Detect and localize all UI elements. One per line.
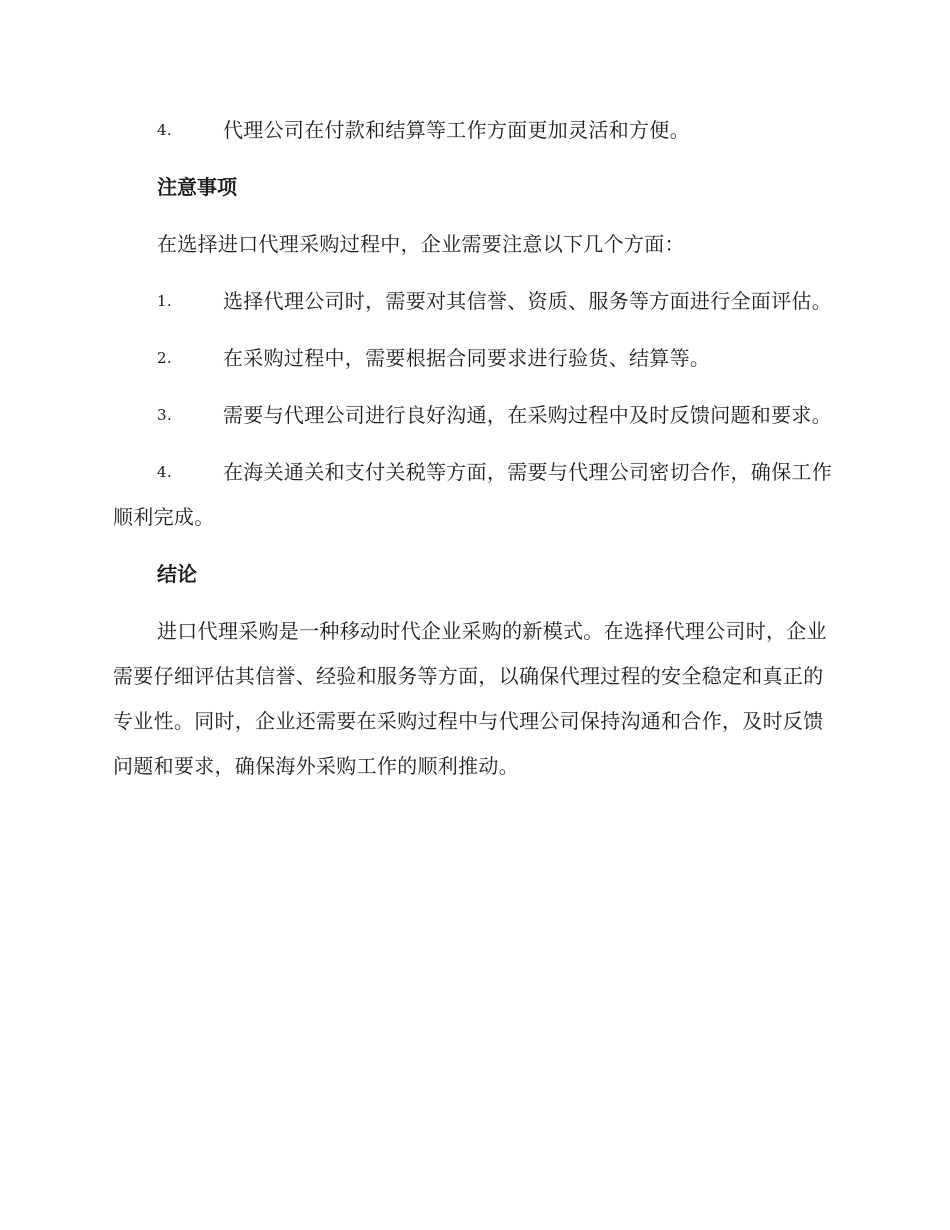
list-text: 需要与代理公司进行良好沟通，在采购过程中及时反馈问题和要求。 [223, 403, 832, 427]
conclusion-paragraph: 进口代理采购是一种移动时代企业采购的新模式。在选择代理公司时，企业需要仔细评估其信誉、经验和服务等方面，以确保代理过程的安全稳定和真正的专业性。同时，企业还需要在采购过程中与代理公司保持沟通和合作，及时反馈问题和要求，确保海外采购工作的顺利推动。 [113, 619, 827, 778]
list-item [113, 336, 833, 381]
list-number: 3. [157, 406, 172, 424]
list-text: 代理公司在付款和结算等工作方面更加灵活和方便。 [223, 118, 690, 142]
list-text: 选择代理公司时，需要对其信誉、资质、服务等方面进行全面评估。 [223, 289, 832, 313]
list-number: 1. [157, 292, 172, 310]
list-number: 4. [157, 463, 172, 481]
list-text: 在采购过程中，需要根据合同要求进行验货、结算等。 [223, 346, 711, 370]
list-number: 2. [157, 349, 172, 367]
notes-intro: 在选择进口代理采购过程中，企业需要注意以下几个方面： [157, 232, 685, 256]
list-item [113, 393, 833, 438]
list-item [113, 279, 833, 324]
document-content [113, 108, 833, 801]
list-number: 4. [157, 121, 172, 139]
section-heading-conclusion: 结论 [157, 562, 197, 586]
list-item [113, 108, 833, 153]
list-text: 在海关通关和支付关税等方面，需要与代理公司密切合作，确保工作顺利完成。 [113, 460, 832, 529]
section-heading-notes: 注意事项 [157, 175, 237, 199]
list-item [113, 450, 833, 540]
